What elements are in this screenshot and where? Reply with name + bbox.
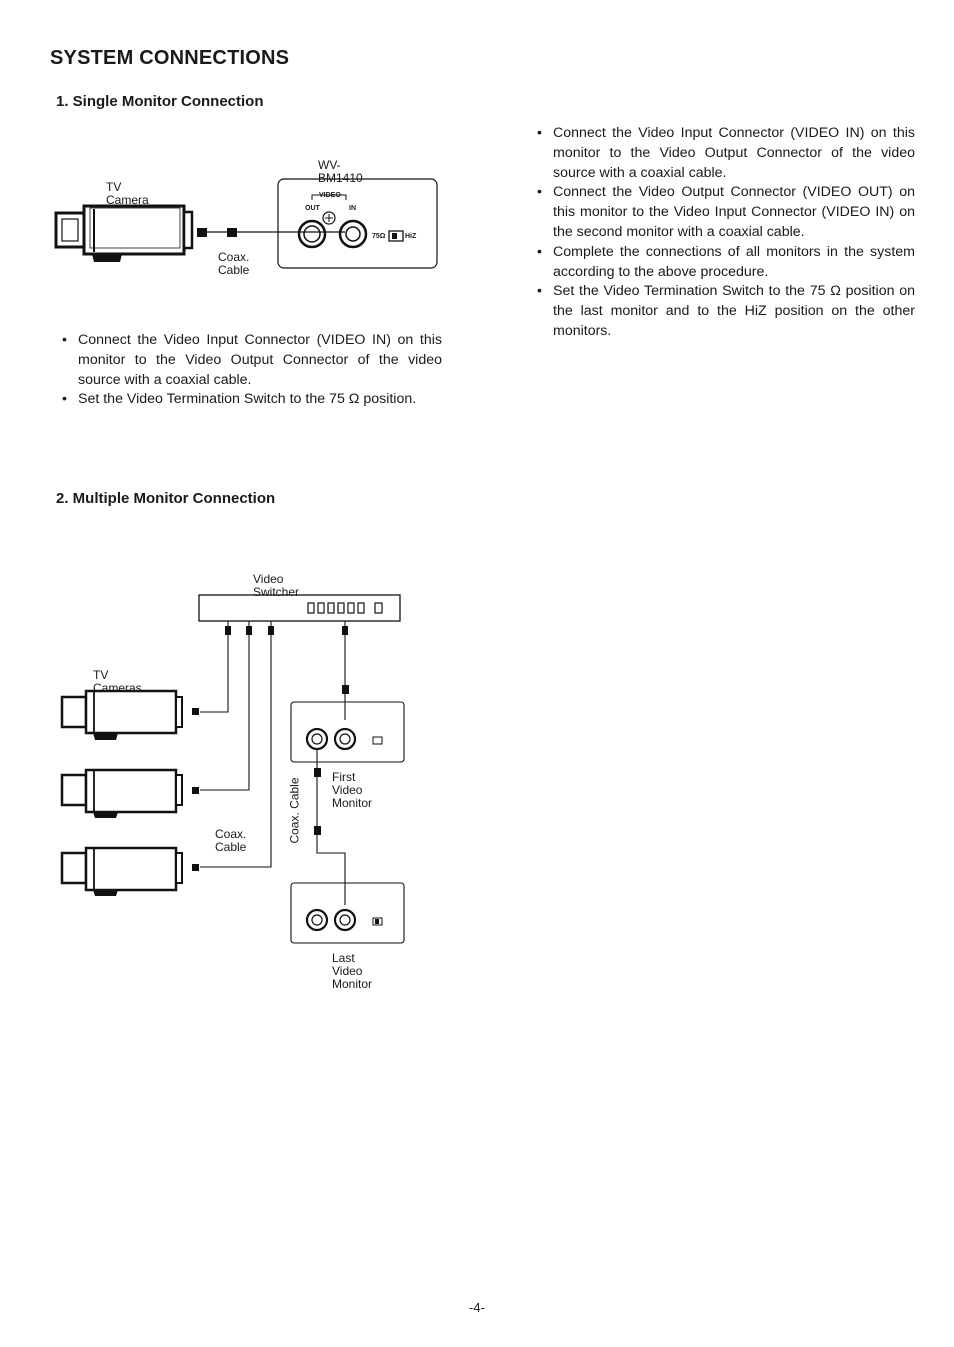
switcher-buttons (308, 603, 382, 613)
section2-heading: 2. Multiple Monitor Connection (56, 490, 276, 507)
video-label: VIDEO (319, 192, 341, 199)
tv-camera-icon (62, 848, 199, 896)
list-item: • Connect the Video Input Connector (VIDEO IN) on this monitor to the Video Output Connector of the video source with a coaxial cable. (60, 331, 442, 390)
last-monitor-panel (291, 883, 404, 943)
tv-camera-icon (62, 770, 199, 818)
list-item: • Set the Video Termination Switch to the 75 Ω position. (60, 390, 442, 410)
section1-heading: 1. Single Monitor Connection (56, 93, 264, 110)
page-title: SYSTEM CONNECTIONS (50, 47, 290, 69)
switcher-label: Video Switcher (253, 572, 300, 599)
list-item: • Connect the Video Input Connector (VIDEO IN) on this monitor to the Video Output Connector of the video source with a coaxial cable. (535, 124, 915, 183)
list-item: • Set the Video Termination Switch to the 75 Ω position on the last monitor and to the HiZ position on the other monitors. (535, 282, 915, 341)
camera-label: TV Camera (106, 180, 149, 207)
tv-camera-icon (62, 691, 199, 740)
vertical-cable-label: Coax. Cable (287, 777, 302, 844)
cable-label-line2: Cable (215, 840, 247, 854)
first-monitor-label: First Video Monitor (332, 770, 373, 810)
hiz-label: HiZ (405, 233, 417, 240)
termination-switch-icon (373, 737, 382, 744)
page-number: -4- (469, 1300, 485, 1315)
cable-label-line1: Coax. (218, 250, 250, 264)
last-monitor-label: Last Video Monitor (332, 951, 373, 991)
list-item: • Connect the Video Output Connector (VIDEO OUT) on this monitor to the Video Input Connector (VIDEO IN) on the second monitor with a coaxial cable. (535, 183, 915, 242)
list-item: • Complete the connections of all monitors in the system according to the above procedure. (535, 243, 915, 283)
first-monitor-panel (291, 702, 404, 762)
video-out-connector-icon (307, 910, 327, 930)
cable-label-line1: Coax. (215, 827, 247, 841)
in-label: IN (349, 205, 356, 212)
out-label: OUT (305, 205, 320, 212)
ohm-label: 75Ω (372, 233, 386, 240)
video-out-connector-icon (307, 729, 327, 749)
monitor-model-label: WV-BM1410 (318, 158, 363, 185)
video-switcher-box (199, 595, 400, 621)
cable-label-line2: Cable (218, 263, 250, 277)
video-in-connector-icon (335, 910, 355, 930)
video-in-connector-icon (335, 729, 355, 749)
cameras-label: TV Cameras (93, 668, 142, 695)
